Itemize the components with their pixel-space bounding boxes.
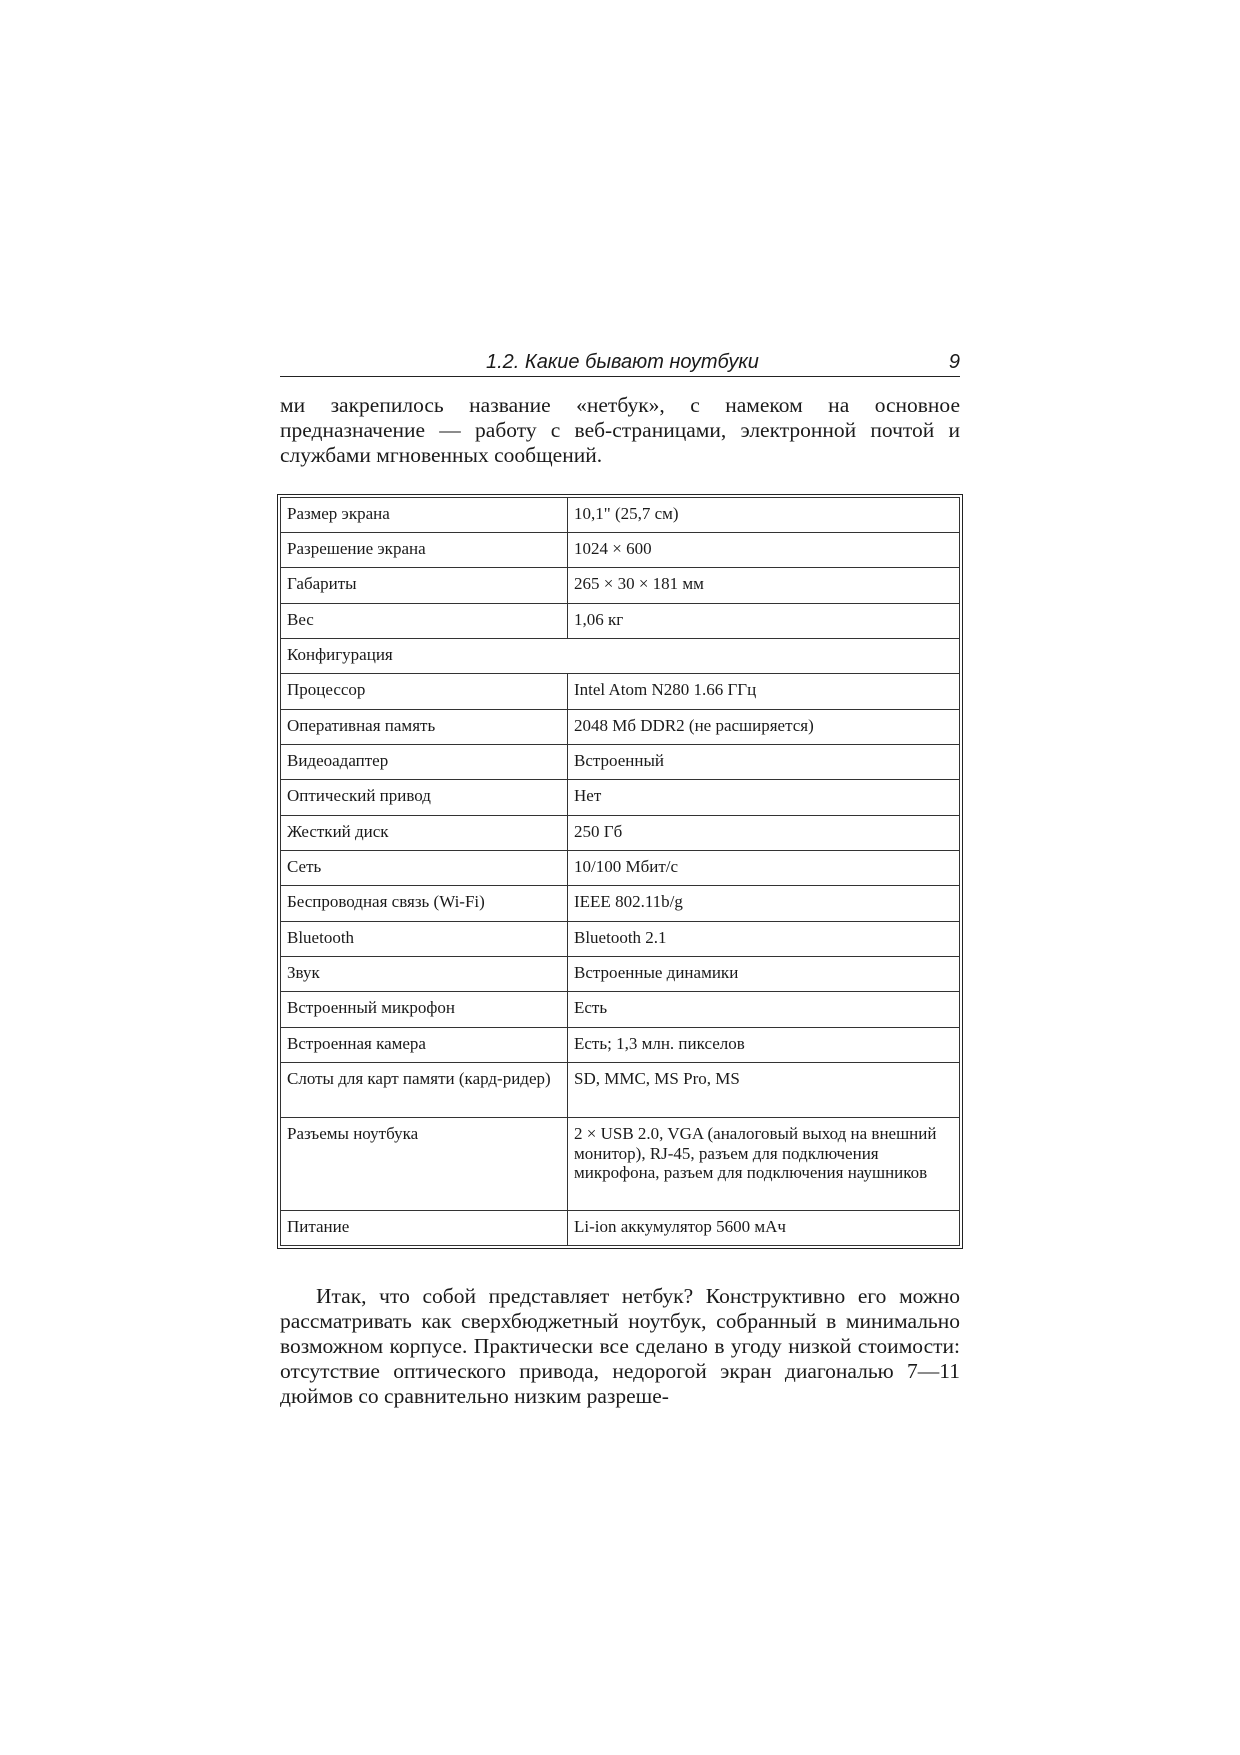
spec-section-heading: Конфигурация — [281, 639, 960, 674]
table-row — [281, 1028, 960, 1063]
spec-label: Жесткий диск — [281, 816, 568, 851]
spec-value: Встроенные динамики — [568, 957, 960, 992]
section-title: 1.2. Какие бывают ноутбуки — [486, 351, 759, 373]
table-row — [281, 604, 960, 639]
spec-value: 10,1" (25,7 см) — [568, 498, 960, 533]
paragraph-netbook-description: Итак, что собой представляет нетбук? Конструктивно его можно рассматривать как сверхбюджетный ноутбук, собранный в минимально возможном корпусе. Практически все сделано в угоду низкой стоимости: отсутствие оптического привода, недорогой экран диагональю 7—11 дюймов со сравнительно низким разреше- — [280, 1284, 960, 1408]
spec-value: 1,06 кг — [568, 604, 960, 639]
spec-value: Intel Atom N280 1.66 ГГц — [568, 674, 960, 710]
spec-label: Вес — [281, 604, 568, 639]
spec-label: Питание — [281, 1211, 568, 1246]
table-row — [281, 886, 960, 922]
table-row — [281, 816, 960, 851]
table-row — [281, 851, 960, 886]
spec-value: Li-ion аккумулятор 5600 мАч — [568, 1211, 960, 1246]
spec-value: 2048 Мб DDR2 (не расширяется) — [568, 710, 960, 745]
spec-value: 10/100 Мбит/с — [568, 851, 960, 886]
spec-label: Оптический привод — [281, 780, 568, 816]
running-header — [280, 346, 960, 377]
spec-label: Размер экрана — [281, 498, 568, 533]
spec-label: Габариты — [281, 568, 568, 604]
table-row — [281, 710, 960, 745]
spec-label: Звук — [281, 957, 568, 992]
spec-value: Есть — [568, 992, 960, 1028]
table-row — [281, 1118, 960, 1211]
table-row — [281, 780, 960, 816]
table-row — [281, 745, 960, 780]
page-number: 9 — [948, 351, 960, 373]
spec-label: Разъемы ноутбука — [281, 1118, 568, 1211]
spec-value: SD, MMC, MS Pro, MS — [568, 1063, 960, 1118]
spec-value: Встроенный — [568, 745, 960, 780]
table-row — [281, 533, 960, 568]
spec-label: Оперативная память — [281, 710, 568, 745]
spec-label: Встроенная камера — [281, 1028, 568, 1063]
table-row — [281, 992, 960, 1028]
spec-label: Видеоадаптер — [281, 745, 568, 780]
table-row — [281, 674, 960, 710]
spec-value: 1024 × 600 — [568, 533, 960, 568]
spec-value: 250 Гб — [568, 816, 960, 851]
spec-label: Сеть — [281, 851, 568, 886]
spec-value: Bluetooth 2.1 — [568, 922, 960, 957]
table-row — [281, 1063, 960, 1118]
table-row — [281, 957, 960, 992]
spec-label: Слоты для карт памяти (кард-ридер) — [281, 1063, 568, 1118]
spec-label: Встроенный микрофон — [281, 992, 568, 1028]
table-row — [281, 568, 960, 604]
spec-label: Bluetooth — [281, 922, 568, 957]
table-row — [281, 498, 960, 533]
spec-value: IEEE 802.11b/g — [568, 886, 960, 922]
spec-value: 2 × USB 2.0, VGA (аналоговый выход на внешний монитор), RJ-45, разъем для подключения микрофона, разъем для подключения наушников — [568, 1118, 960, 1211]
spec-label: Разрешение экрана — [281, 533, 568, 568]
spec-label: Беспроводная связь (Wi-Fi) — [281, 886, 568, 922]
spec-value: 265 × 30 × 181 мм — [568, 568, 960, 604]
paragraph-intro: ми закрепилось название «нетбук», с намеком на основное предназначение — работу с веб-страницами, электронной почтой и службами мгновенных сообщений. — [280, 393, 960, 467]
netbook-spec-table — [280, 497, 960, 1246]
table-row — [281, 922, 960, 957]
spec-value: Нет — [568, 780, 960, 816]
table-row-section — [281, 639, 960, 674]
spec-value: Есть; 1,3 млн. пикселов — [568, 1028, 960, 1063]
spec-label: Процессор — [281, 674, 568, 710]
table-row — [281, 1211, 960, 1246]
